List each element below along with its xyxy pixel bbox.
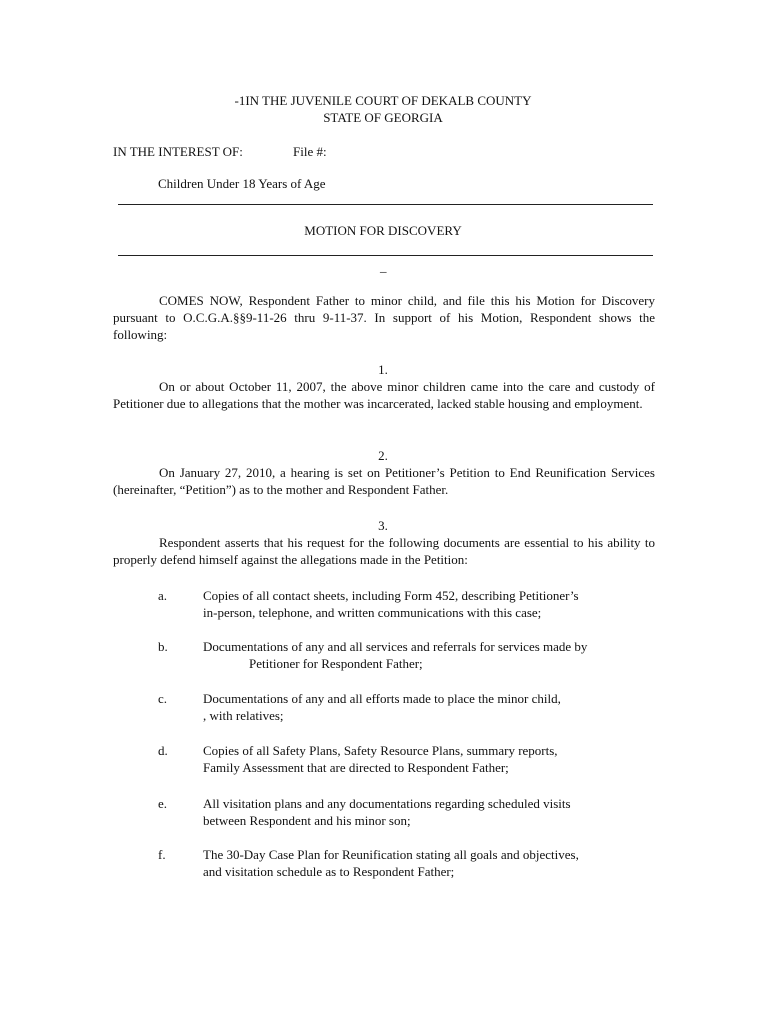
paragraph-number-3: 3. <box>378 518 388 533</box>
item-text-line2 <box>203 655 655 672</box>
item-text-line2: , with relatives; <box>203 708 284 723</box>
state-heading: STATE OF GEORGIA <box>323 110 443 125</box>
file-number-label: File #: <box>293 144 327 159</box>
paragraph-number-1: 1. <box>378 362 388 377</box>
children-caption: Children Under 18 Years of Age <box>158 176 326 191</box>
item-letter: a. <box>158 588 168 603</box>
caption-rule-top <box>118 204 653 205</box>
item-text-line1: All visitation plans and any documentations regarding scheduled visits <box>203 796 571 811</box>
item-text-line2: and visitation schedule as to Respondent Father; <box>203 864 455 879</box>
item-text-line1: The 30-Day Case Plan for Reunification stating all goals and objectives, <box>203 847 579 862</box>
item-letter: b. <box>158 639 168 654</box>
paragraph-3: Respondent asserts that his request for the following documents are essential to his ability to properly defend himself against the allegations made in the Petition: <box>113 535 655 567</box>
intro-paragraph: COMES NOW, Respondent Father to minor child, and file this his Motion for Discovery pursuant to O.C.G.A.§§9-11-26 thru 9-11-37. In support of his Motion, Respondent shows the following: <box>113 293 655 342</box>
paragraph-1: On or about October 11, 2007, the above minor children came into the care and custody of Petitioner due to allegations that the mother was incarcerated, lacked stable housing and employment. <box>113 379 655 411</box>
item-letter: c. <box>158 691 168 706</box>
paragraph-2: On January 27, 2010, a hearing is set on Petitioner’s Petition to End Reunification Services (hereinafter, “Petition”) as to the mother and Respondent Father. <box>113 465 655 497</box>
item-text-line2: Family Assessment that are directed to Respondent Father; <box>203 760 509 775</box>
motion-title: MOTION FOR DISCOVERY <box>304 223 462 238</box>
item-text-line1: Copies of all contact sheets, including Form 452, describing Petitioner’s <box>203 588 579 603</box>
item-text-line2: between Respondent and his minor son; <box>203 813 411 828</box>
stray-underscore: _ <box>380 259 387 274</box>
item-letter: f. <box>158 847 166 862</box>
item-text-line1: Documentations of any and all efforts made to place the minor child, <box>203 691 561 706</box>
interest-of-label: IN THE INTEREST OF: <box>113 144 243 159</box>
caption-rule-bottom <box>118 255 653 256</box>
item-text-line1: Documentations of any and all services and referrals for services made by <box>203 639 588 654</box>
item-text-line2: in-person, telephone, and written communications with this case; <box>203 605 542 620</box>
item-letter: e. <box>158 796 168 811</box>
item-text-line1: Copies of all Safety Plans, Safety Resource Plans, summary reports, <box>203 743 558 758</box>
item-letter: d. <box>158 743 168 758</box>
court-heading: -1IN THE JUVENILE COURT OF DEKALB COUNTY <box>234 93 532 108</box>
paragraph-number-2: 2. <box>378 448 388 463</box>
item-text-line2-indented: Petitioner for Respondent Father; <box>249 656 423 671</box>
